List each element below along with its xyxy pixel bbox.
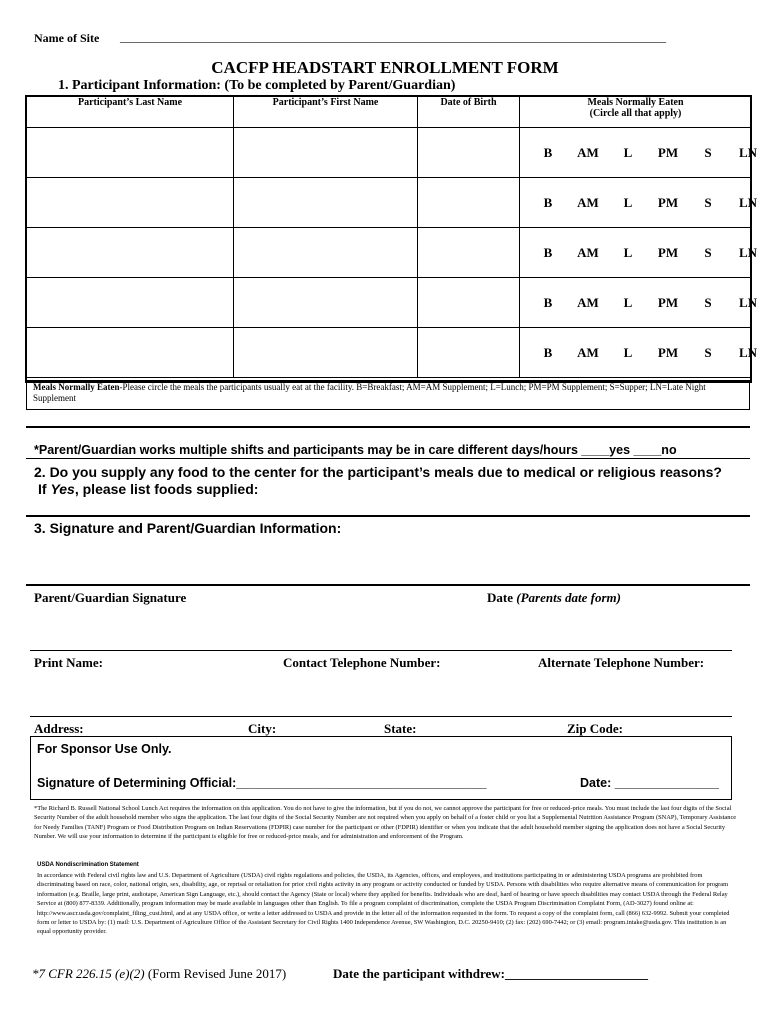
contact-phone-label: Contact Telephone Number: bbox=[283, 655, 441, 670]
meal-option[interactable]: L bbox=[623, 144, 633, 160]
meals-cell bbox=[520, 228, 758, 278]
table-row bbox=[27, 278, 752, 328]
meal-option[interactable]: S bbox=[704, 244, 712, 260]
meal-option[interactable]: L bbox=[623, 244, 633, 260]
dob-cell[interactable] bbox=[418, 228, 520, 278]
section3-heading: 3. Signature and Parent/Guardian Information: bbox=[34, 520, 342, 536]
section2-question: 2. Do you supply any food to the center for the participant’s meals due to medical or religious reasons? bbox=[34, 464, 722, 480]
meal-options bbox=[520, 128, 758, 177]
withdraw-label: Date the participant withdrew: bbox=[333, 966, 505, 981]
meal-option[interactable]: AM bbox=[577, 344, 599, 360]
header-meals-title: Meals Normally Eaten bbox=[587, 97, 684, 108]
meal-option[interactable]: LN bbox=[738, 344, 758, 360]
meal-option[interactable]: LN bbox=[738, 144, 758, 160]
participant-table bbox=[26, 96, 758, 378]
section1-heading: 1. Participant Information: (To be completed by Parent/Guardian) bbox=[58, 78, 456, 93]
dob-cell[interactable] bbox=[418, 178, 520, 228]
meal-option[interactable]: L bbox=[623, 344, 633, 360]
nondiscrimination-title: USDA Nondiscrimination Statement bbox=[37, 862, 139, 868]
date-label: Date (Parents date form) bbox=[487, 590, 621, 605]
meal-option[interactable]: AM bbox=[577, 194, 599, 210]
zip-label: Zip Code: bbox=[567, 721, 623, 736]
sponsor-title: For Sponsor Use Only. bbox=[37, 742, 172, 756]
dob-cell[interactable] bbox=[418, 278, 520, 328]
meal-option[interactable]: PM bbox=[657, 144, 679, 160]
meal-option[interactable]: S bbox=[704, 294, 712, 310]
dob-cell[interactable] bbox=[418, 128, 520, 178]
city-label: City: bbox=[248, 721, 277, 736]
meal-option[interactable]: S bbox=[704, 194, 712, 210]
first-name-cell[interactable] bbox=[234, 178, 418, 228]
first-name-cell[interactable] bbox=[234, 228, 418, 278]
dob-cell[interactable] bbox=[418, 328, 520, 378]
first-name-cell[interactable] bbox=[234, 328, 418, 378]
print-name-label: Print Name: bbox=[34, 655, 103, 670]
withdraw-field[interactable] bbox=[333, 966, 648, 982]
date-hint: (Parents date form) bbox=[516, 590, 621, 605]
meals-cell bbox=[520, 178, 758, 228]
print-name-line[interactable] bbox=[30, 650, 732, 651]
meal-option[interactable]: PM bbox=[657, 244, 679, 260]
alt-phone-label: Alternate Telephone Number: bbox=[538, 655, 705, 670]
meal-option[interactable]: PM bbox=[657, 294, 679, 310]
meal-options bbox=[520, 228, 758, 277]
header-first-name: Participant’s First Name bbox=[234, 97, 418, 128]
site-name-field[interactable]: ___________________________________________________________________________________________ bbox=[120, 30, 666, 44]
table-header-row bbox=[27, 97, 752, 128]
meal-options bbox=[520, 178, 758, 227]
meals-note bbox=[26, 380, 750, 410]
shifts-question[interactable]: *Parent/Guardian works multiple shifts and participants may be in care different days/hours ____yes ____no bbox=[34, 443, 677, 457]
signature-line[interactable] bbox=[26, 584, 750, 586]
meal-option[interactable]: PM bbox=[657, 344, 679, 360]
header-last-name: Participant’s Last Name bbox=[27, 97, 234, 128]
divider bbox=[26, 515, 750, 517]
site-name-label: Name of Site bbox=[34, 31, 100, 45]
meals-cell bbox=[520, 128, 758, 178]
last-name-cell[interactable] bbox=[27, 328, 234, 378]
determining-official-field[interactable]: Signature of Determining Official:____________________________________ bbox=[37, 776, 487, 790]
meal-option[interactable]: B bbox=[543, 244, 553, 260]
meal-option[interactable]: LN bbox=[738, 194, 758, 210]
meal-option[interactable]: LN bbox=[738, 294, 758, 310]
table-row bbox=[27, 178, 752, 228]
meal-option[interactable]: S bbox=[704, 344, 712, 360]
meals-note-bold: Meals Normally Eaten bbox=[33, 382, 120, 392]
form-citation: *7 CFR 226.15 (e)(2) (Form Revised June 2017) bbox=[32, 966, 287, 981]
meal-option[interactable]: AM bbox=[577, 294, 599, 310]
meals-cell bbox=[520, 278, 758, 328]
table-row bbox=[27, 228, 752, 278]
state-label: State: bbox=[384, 721, 417, 736]
last-name-cell[interactable] bbox=[27, 278, 234, 328]
header-dob: Date of Birth bbox=[418, 97, 520, 128]
last-name-cell[interactable] bbox=[27, 228, 234, 278]
meal-options bbox=[520, 278, 758, 327]
privacy-act-statement: *The Richard B. Russell National School Lunch Act requires the information on this application. You do not have to give the information, but if you do not, we cannot approve the participant for free or reduced-price meals. You must include the last four digits of the Social Security Number of the adult household member who signs the application. The last four digits of the Social Security Number are not required when you apply on behalf of a foster child or you list a Supplemental Nutrition Assistance Program (SNAP), Temporary Assistance for Needy Families (TANF) Program or Food Distribution Program on Indian Reservations (FDPIR) case number for the participant or other (FDPIR) identifier or when you indicate that the adult household member signing the application does not have a Social Security Number. We will use your information to determine if the participant is eligible for free or reduced-price meals, and for administration and enforcement of the Program. bbox=[34, 805, 737, 841]
meal-option[interactable]: B bbox=[543, 344, 553, 360]
nondiscrimination-statement: In accordance with Federal civil rights law and U.S. Department of Agriculture (USDA) civil rights regulations and policies, the USDA, its Agencies, offices, and employees, and institutions participating in or administering USDA programs are prohibited from discriminating based on race, color, national origin, sex, disability, age, or reprisal or retaliation for prior civil rights activity in any program or activity conducted or funded by USDA. Persons with disabilities who require alternative means of communication for program information (e.g. Braille, large print, audiotape, American Sign Language, etc.), should contact the Agency (State or local) where they applied for benefits. Individuals who are deaf, hard of hearing or have speech disabilities may contact USDA through the Federal Relay Service at (800) 877-8339. Additionally, program information may be made available in languages other than English. To file a program complaint of discrimination, complete the USDA Program Discrimination Complaint Form, (AD-3027) found online at: http://www.ascr.usda.gov/complaint_filing_cust.html, and at any USDA office, or write a letter addressed to USDA and provide in the letter all of the information requested in the form. To request a copy of the complaint form, call (866) 632-9992. Submit your completed form or letter to USDA by: (1) mail: U.S. Department of Agriculture Office of the Assistant Secretary for Civil Rights 1400 Independence Avenue, SW Washington, D.C. 20250-9410; (2) fax: (202) 690-7442; or (3) email: program.intake@usda.gov. This institution is an equal opportunity provider. bbox=[37, 872, 730, 936]
meal-option[interactable]: AM bbox=[577, 144, 599, 160]
table-row bbox=[27, 328, 752, 378]
meal-option[interactable]: B bbox=[543, 144, 553, 160]
meals-note-text: -Please circle the meals the participants usually eat at the facility. B=Breakfast; AM=AM Supplement; L=Lunch; PM=PM Supplement; S=Supper; LN=Late Night Supplement bbox=[33, 382, 706, 403]
first-name-cell[interactable] bbox=[234, 128, 418, 178]
header-meals bbox=[520, 97, 752, 128]
meal-option[interactable]: L bbox=[623, 194, 633, 210]
table-row bbox=[27, 128, 752, 178]
meal-option[interactable]: S bbox=[704, 144, 712, 160]
withdraw-blank[interactable]: ______________________ bbox=[505, 966, 648, 981]
yes-italic: Yes bbox=[50, 481, 75, 497]
form-title: CACFP HEADSTART ENROLLMENT FORM bbox=[211, 58, 559, 77]
divider bbox=[26, 426, 750, 428]
meal-option[interactable]: PM bbox=[657, 194, 679, 210]
address-line[interactable] bbox=[30, 716, 732, 717]
meal-option[interactable]: B bbox=[543, 194, 553, 210]
meal-option[interactable]: B bbox=[543, 294, 553, 310]
meal-option[interactable]: LN bbox=[738, 244, 758, 260]
meal-option[interactable]: AM bbox=[577, 244, 599, 260]
header-meals-hint: (Circle all that apply) bbox=[589, 108, 682, 119]
signature-label: Parent/Guardian Signature bbox=[34, 590, 187, 605]
meals-cell bbox=[520, 328, 758, 378]
last-name-cell[interactable] bbox=[27, 128, 234, 178]
address-label: Address: bbox=[34, 721, 84, 736]
last-name-cell[interactable] bbox=[27, 178, 234, 228]
section2-prompt: If Yes, please list foods supplied: bbox=[38, 481, 259, 497]
divider bbox=[26, 458, 750, 459]
sponsor-date-field[interactable]: Date: _______________ bbox=[580, 776, 720, 790]
meal-option[interactable]: L bbox=[623, 294, 633, 310]
first-name-cell[interactable] bbox=[234, 278, 418, 328]
meal-options bbox=[520, 328, 758, 377]
